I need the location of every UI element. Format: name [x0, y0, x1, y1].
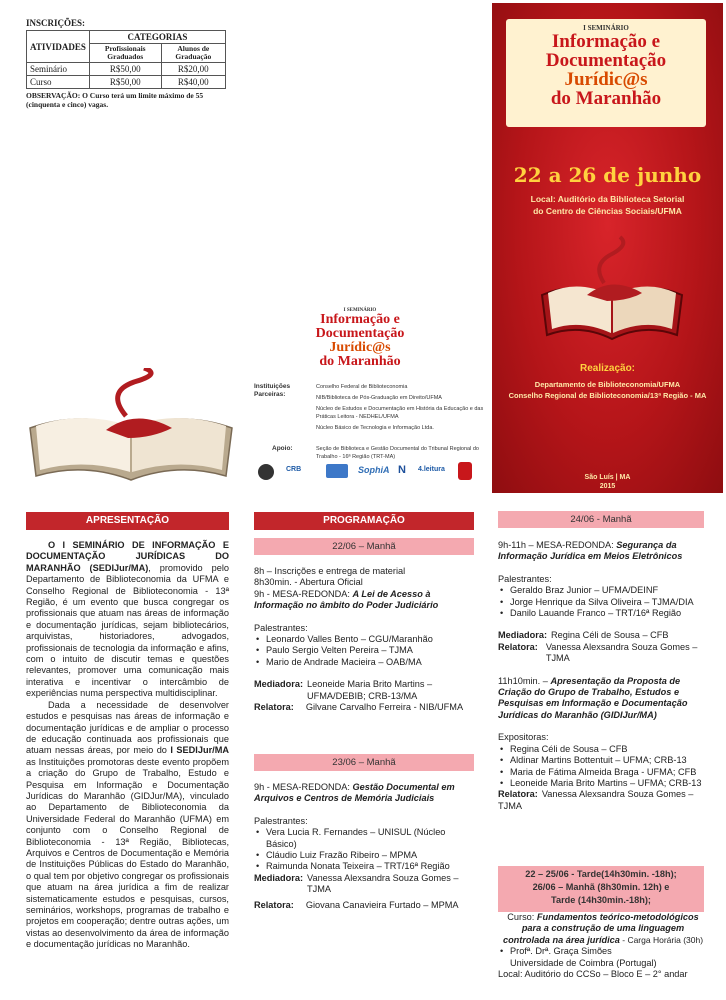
day1-line1: 8h – Inscrições e entrega de material: [254, 566, 406, 576]
rapporteur-row: [498, 789, 708, 812]
instructor-list: [498, 946, 708, 957]
rapporteur-label: Relatora:: [498, 789, 538, 800]
day3-block: [498, 540, 708, 812]
list-item: • Paulo Sergio Velten Pereira – TJMA: [266, 645, 474, 656]
organizer-1: Departamento de Biblioteconomia/UFMA: [534, 380, 681, 389]
partners-list: [316, 383, 486, 435]
logo-line4: do Maranhão: [550, 88, 662, 109]
course-block: [498, 912, 708, 980]
p1-bold: O I SEMINÁRIO DE INFORMAÇÃO E DOCUMENTAÇÃO JURÍDICAS DO MARANHÃO (SEDIJur/MA): [26, 540, 229, 573]
day3-line2: [498, 676, 708, 722]
day2-label: 23/06 – Manhã: [254, 754, 474, 771]
day1-label: 22/06 – Manhã: [254, 538, 474, 555]
cell: Curso: [27, 76, 90, 89]
rapporteur-row: [254, 900, 474, 911]
line-title: Apresentação da Proposta de Criação do Grupo de Trabalho, Estudos e Pesquisas em Informação e Documentação Jurídicas do Maranhão (GIDIJur/MA): [498, 675, 688, 720]
event-dates: 22 a 26 de junho: [513, 163, 702, 187]
rapporteur-label: Relatora:: [498, 641, 538, 652]
logo-line1: Informação e: [320, 312, 400, 327]
course-line3: Tarde (14h30min.-18h);: [551, 895, 651, 905]
rapporteur: Vanessa Alexsandra Souza Gomes – TJMA: [498, 789, 694, 811]
moderator-label: Mediadora:: [254, 872, 304, 883]
list-item: • Aldinar Martins Bottentuit – UFMA; CRB-13: [510, 755, 708, 766]
list-item: • Maria de Fátima Almeida Braga - UFMA; CFB: [510, 767, 708, 778]
apresentacao-text: [26, 540, 229, 951]
list-item: • Raimunda Nonata Teixeira – TRT/16ª Região: [266, 861, 474, 872]
speakers-list: [254, 827, 474, 873]
day3-line1: [498, 540, 708, 563]
fees-observation: [26, 91, 236, 109]
course-prefix: Curso:: [507, 912, 537, 922]
fees-title: INSCRIÇÕES:: [26, 18, 86, 28]
course-schedule: [498, 866, 704, 912]
col-activities: ATIVIDADES: [27, 31, 90, 63]
speakers-list: [498, 585, 708, 619]
day2-block: [254, 782, 474, 911]
course-location: Local: Auditório do CCSo – Bloco E – 2° andar: [498, 969, 688, 980]
organizers: [492, 379, 723, 401]
presenters-list: [498, 744, 708, 790]
p2-text-a: Dada a necessidade de desenvolver estudos e pesquisas nas áreas de informação e documentação jurídicas e de ampliar o processo de educação continuada aos profissionais que atuam nessas áreas, por meio do: [26, 699, 229, 756]
book-lamp-icon: [532, 235, 692, 347]
list-item: • Jorge Henrique da Silva Oliveira – TJMA/DIA: [510, 597, 708, 608]
moderator-row: [254, 873, 474, 896]
rapporteur-row: [254, 702, 474, 713]
rapporteur-label: Relatora:: [254, 702, 294, 713]
speakers-label: Palestrantes:: [254, 815, 308, 826]
line-title: Gestão Documental em Arquivos e Centros de Memória Judiciais: [254, 782, 455, 804]
rapporteur: Vanessa Alexsandra Souza Gomes – TJMA: [545, 641, 698, 664]
sponsor-sophia: SophiA: [358, 465, 390, 475]
apresentacao-header: APRESENTAÇÃO: [26, 512, 229, 530]
course-title: [498, 912, 708, 946]
partner-item: NIB/Biblioteca de Pós-Graduação em Direito/UFMA: [316, 395, 442, 401]
location-line1: Local: Auditório da Biblioteca Setorial: [530, 194, 685, 204]
rapporteur-row: [498, 642, 708, 665]
apoio-label: Apoio:: [272, 445, 293, 452]
logo-small: I SEMINÁRIO: [343, 308, 377, 313]
obs-text: O Curso terá um limite máximo de 55 (cinquenta e cinco) vagas.: [26, 91, 204, 109]
moderator-label: Mediadora:: [498, 630, 548, 641]
rapporteur-label: Relatora:: [254, 899, 294, 910]
course-hours: - Carga Horária (30h): [619, 934, 704, 945]
list-item: • Leonardo Valles Bento – CGU/Maranhão: [266, 634, 474, 645]
organizer-2: Conselho Regional de Biblioteconomia/13ª Região - MA: [508, 391, 707, 400]
speakers-label: Palestrantes:: [498, 573, 552, 584]
speakers-list: [254, 634, 474, 668]
sponsor-leitura: 4.leitura: [418, 466, 445, 473]
p2-text-b: as Instituições promotoras deste evento propõem a criação do Grupo de Trabalho, Estudo e Pesquisa em Informação e Documentação Jurídicas do Maranhão (GIDJur/MA), vinculado ao Departamento de Biblioteconomia da Universidade Federal do Maranhão (UFMA) em conjunto com o Conselho Regional de Biblioteconomia - 13ª Região, Bibliotecas, Arquivos e Centros de Documentação e Memória de Instituições Públicas do Estado do Maranhão, o qual tem por objetivo congregar os profissionais que atuam na área jurídica a fim de realizar sistematicamente estudos e pesquisas, cursos, seminários, workshops, programas de trabalho e projetos em cooperação; dentre outras ações, um vistas ao desenvolvimento da área de informação e documentação jurídicas no Maranhão.: [26, 756, 229, 950]
p2-bold: I SEDIJur/MA: [170, 745, 229, 756]
location-line2: do Centro de Ciências Sociais/UFMA: [533, 206, 682, 216]
list-item: • Leoneide Maria Brito Martins – UFMA; CRB-13: [510, 778, 708, 789]
city: São Luís | MA: [584, 474, 631, 481]
moderator: Regina Céli de Sousa – CFB: [551, 630, 669, 641]
paragraph-1: [26, 540, 229, 700]
logo-line3: Jurídic@s: [329, 340, 391, 355]
moderator-row: [254, 679, 474, 702]
partners-label: Instituições Parceiras:: [254, 383, 291, 398]
sponsor-seal-icon: [258, 464, 274, 480]
list-item: • Danilo Lauande Franco – TRT/16ª Região: [510, 608, 708, 619]
moderator-label: Mediadora:: [254, 679, 304, 690]
p1-text: , promovido pelo Departamento de Biblioteconomia da UFMA e Conselho Regional de Biblioteconomia - 13ª Região, é um evento que busca congregar os profissionais que atuam nas áreas de informação e documentação jurídicas, sejam bibliotecários, arquivistas, historiadores, advogados, profissionais de tecnologia da informação e afins, com o intuito de discutir temas e questões relevantes, promover uma comunicação mais interativa e incentivar o intercâmbio de experiências numa perspectiva multidisciplinar.: [26, 562, 229, 699]
obs-label: OBSERVAÇÃO:: [26, 91, 81, 100]
day3-label: 24/06 - Manhã: [498, 511, 704, 528]
partner-item: Núcleo Básico de Tecnologia e Informação Ltda.: [316, 425, 434, 431]
partner-item: Conselho Federal de Biblioteconomia: [316, 384, 408, 390]
moderator: Vanessa Alexsandra Souza Gomes – TJMA: [307, 872, 459, 895]
line-title: Segurança da Informação Jurídica em Meios Eletrônicos: [498, 540, 683, 562]
moderator: Leoneide Maria Brito Martins – UFMA/DEBIB; CRB-13/MA: [307, 679, 433, 701]
col-prof: Profissionais Graduados: [89, 44, 161, 63]
line-prefix: 9h - MESA-REDONDA:: [254, 588, 353, 599]
instructor-university: Universidade de Coimbra (Portugal): [510, 957, 657, 968]
line-prefix: 9h-11h – MESA-REDONDA:: [498, 540, 617, 550]
day1-line2: 8h30min. - Abertura Oficial: [254, 577, 363, 588]
fees-table: [26, 30, 226, 89]
programacao-header: PROGRAMAÇÃO: [254, 512, 474, 530]
col-categories: CATEGORIAS: [89, 31, 225, 44]
sponsor-logo-icon: [326, 464, 348, 478]
list-item: • Cláudio Luiz Frazão Ribeiro – MPMA: [266, 850, 474, 861]
line-prefix: 11h10min. –: [498, 675, 551, 686]
book-lamp-icon: [26, 368, 236, 486]
list-item: • Mario de Andrade Macieira – OAB/MA: [266, 657, 474, 668]
table-row: [27, 76, 226, 89]
rapporteur: Gilvane Carvalho Ferreira - NIB/UFMA: [305, 702, 464, 713]
paragraph-2: [26, 700, 229, 951]
logo-line1: Informação e: [551, 31, 661, 52]
list-item: • Vera Lucia R. Fernandes – UNISUL (Núcleo Básico): [266, 827, 474, 850]
cover-panel: [492, 3, 723, 493]
line-title: A Lei de Acesso à Informação no âmbito do Poder Judiciário: [254, 588, 439, 611]
cell: Seminário: [27, 63, 90, 76]
rapporteur: Giovana Canavieira Furtado – MPMA: [305, 899, 459, 910]
logo-line4: do Maranhão: [319, 354, 401, 369]
cell: R$50,00: [89, 63, 161, 76]
course-line2: 26/06 – Manhã (8h30min. 12h) e: [532, 882, 670, 892]
list-item: • Regina Céli de Sousa – CFB: [510, 744, 708, 755]
event-location: [492, 193, 723, 217]
year: 2015: [599, 483, 616, 490]
line-prefix: 9h - MESA-REDONDA:: [254, 782, 353, 792]
middle-logo: [298, 308, 422, 369]
logo-small: I SEMINÁRIO: [583, 24, 629, 32]
logo-line2: Documentação: [315, 326, 405, 341]
day1-line3: [254, 589, 474, 612]
cell: R$40,00: [161, 76, 225, 89]
cell: R$50,00: [89, 76, 161, 89]
day1-block: [254, 566, 474, 713]
partner-item: Núcleo de Estudos e Documentação em História da Educação e das Práticas Leitora - NEDHEL/UFMA: [316, 406, 484, 420]
realizacao-label: Realização:: [579, 363, 636, 374]
sponsor-logos: [258, 462, 478, 484]
day2-line1: [254, 782, 474, 805]
presenters-label: Expositoras:: [498, 732, 549, 743]
logo-line2: Documentação: [545, 50, 667, 71]
sponsor-crest-icon: [458, 462, 472, 480]
course-name: Fundamentos teórico-metodológicos para a construção de uma linguagem controlada na área jurídica: [502, 912, 699, 945]
course-line1: 22 – 25/06 - Tarde(14h30min. -18h);: [525, 869, 677, 879]
table-row: [27, 63, 226, 76]
cell: R$20,00: [161, 63, 225, 76]
fees-section: [26, 18, 236, 109]
list-item: • Geraldo Braz Junior – UFMA/DEINF: [510, 585, 708, 596]
seminar-logo: [506, 19, 706, 127]
moderator-row: [498, 630, 708, 641]
sponsor-crb: CRB: [286, 466, 302, 473]
instructor: • Profª. Drª. Graça Simões: [510, 946, 708, 957]
sponsor-n: N: [398, 464, 406, 476]
logo-line3: Jurídic@s: [564, 69, 648, 90]
city-year: [492, 473, 723, 491]
speakers-label: Palestrantes:: [254, 622, 308, 633]
apoio-text: Seção de Biblioteca e Gestão Documental do Tribunal Regional do Trabalho - 16ª Região (TRT-MA): [316, 446, 479, 460]
col-students: Alunos de Graduação: [161, 44, 225, 63]
